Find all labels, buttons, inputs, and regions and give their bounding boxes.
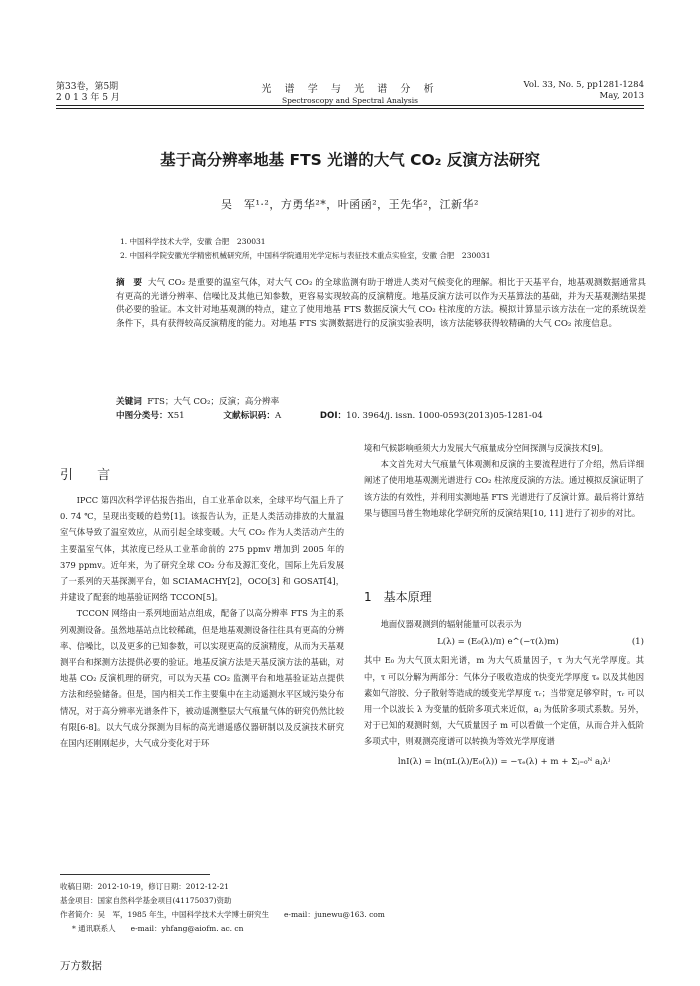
classification-line <box>116 410 646 423</box>
doi-value: 10. 3964/j. issn. 1000-0593(2013)05-1281-04 <box>346 411 543 421</box>
abstract <box>116 277 646 331</box>
intro-paragraph-3: 本文首先对大气痕量气体观测和反演的主要流程进行了介绍，然后详细阐述了使用地基观测光谱进行 CO₂ 柱浓度反演的方法。通过模拟反演证明了该方法的有效性，并利用实测地基 FTS 光谱进行了反演计算。最后将计算结果与德国马普生物地球化学研究所的反演结果[10, 11] 进行了初步的对比。 <box>364 459 644 518</box>
intro-heading: 引 言 <box>60 468 121 483</box>
footnote-author: 作者简介：吴 军，1985 年生，中国科学技术大学博士研究生 e-mail：junewu@163. com <box>60 910 385 919</box>
keywords <box>116 396 646 409</box>
abstract-text: 大气 CO₂ 是重要的温室气体，对大气 CO₂ 的全球监测有助于增进人类对气候变化的理解。相比于天基平台，地基观测数据通常具有更高的光谱分辨率、信噪比及其他已知参数，更容易实现较高的反演精度。地基反演方法可以作为天基算法的基础，并为天基观测结果提供必要的验证。本文针对地基观测的特点，建立了使用地基 FTS 数据反演大气 CO₂ 柱浓度的方法。模拟计算显示该方法在一定的系统误差条件下，具有获得较高反演精度的能力。对地基 FTS 实测数据进行的反演实验表明，该方法能够获得较精确的大气 CO₂ 浓度信息。 <box>116 278 646 329</box>
intro-body <box>60 492 344 751</box>
author-list: 吴 军¹·²，方勇华²*，叶函函²，王先华²，江新华² <box>221 198 479 211</box>
right-column-top <box>364 440 644 521</box>
header-rule-thin <box>56 108 644 109</box>
paper-title: 基于高分辨率地基 FTS 光谱的大气 CO₂ 反演方法研究 <box>160 151 540 169</box>
intro-paragraph-2: TCCON 网络由一系列地面站点组成，配备了以高分辨率 FTS 为主的系列观测设备。虽然地基站点比较稀疏，但是地基观测设备往往具有更高的分辨率、信噪比，以及更多的已知参数，可以实现更高的反演精度，从而为天基观测平台和探测方法提供必要的验证。地基反演方法是天基反演方法的基础，对地基 CO₂ 反演机理的研究，可以为天基 CO₂ 监测平台和地基验证站点提供方法和经验储备。但是，国内相关工作主要集中在主动遥测水平区域污染分布情况，对于高分辨率光谱条件下，被动遥测整层大气痕量气体的研究仍然比较有限[6-8]。以大气成分探测为目标的高光谱遥感仪器研制以及反演技术研究在国内还刚刚起步，大气成分变化对于环 <box>60 608 344 749</box>
section-1-body <box>364 616 644 770</box>
section-1-intro: 地面仪器观测到的辐射能量可以表示为 <box>380 619 522 629</box>
doi-label: DOI： <box>319 411 347 421</box>
affiliation-1: 1. 中国科学技术大学，安徽 合肥 230031 <box>120 237 266 246</box>
header-volume-info <box>524 80 644 102</box>
section-1-paragraph: 其中 E₀ 为大气顶太阳光谱，m 为大气质量因子，τ 为大气光学厚度。其中，τ 可以分解为两部分：气体分子吸收造成的快变光学厚度 τₑ 以及其他因素如气溶胶、分子散射等造成的缓变光学厚度 τᵣ；当带宽足够窄时，τᵣ 可以用一个以波长 λ 为变量的低阶多项式来近似，aⱼ 为低阶多项式系数。另外，对于已知的观测时刻，大气质量因子 m 可以看做一个定值，从而合并入低阶多项式中，则观测亮度谱可以转换为等效光学厚度谱 <box>364 655 644 747</box>
equation-1: L(λ) = (E₀(λ)/π) e^(−τ(λ)m) <box>437 637 559 648</box>
header-rule <box>56 105 644 106</box>
intro-paragraph-1: IPCC 第四次科学评估报告指出，自工业革命以来，全球平均气温上升了 0. 74 ℃，呈现出变暖的趋势[1]。该报告认为，正是人类活动排放的大量温室气体导致了温室效应，从而引起全球变暖。大气 CO₂ 作为人类活动产生的主要温室气体，其浓度已经从工业革命前的 275 ppmv 增加到 2005 年的 379 ppmv。近年来，为了研究全球 CO₂ 分布及源汇变化，国际上先后发展了一系列的天基探测平台，如 SCIAMACHY[2]，OCO[3] 和 GOSAT[4]，并建设了配套的地基验证网络 TCCON[5]。 <box>60 495 344 603</box>
footnote-received: 收稿日期：2012-10-19，修订日期：2012-12-21 <box>60 882 229 891</box>
section-1-heading: 1 基本原理 <box>364 590 432 604</box>
journal-name-cn: 光 谱 学 与 光 谱 分 析 <box>261 84 439 95</box>
keywords-label: 关键词 <box>116 397 142 407</box>
clc-value: X51 <box>167 411 185 421</box>
keywords-text: FTS；大气 CO₂；反演；高分辨率 <box>147 397 280 407</box>
affiliation-2: 2. 中国科学院安徽光学精密机械研究所，中国科学院通用光学定标与表征技术重点实验室，安徽 合肥 230031 <box>120 251 491 260</box>
footnote-rule <box>60 874 210 875</box>
footnote-funding: 基金项目：国家自然科学基金项目(41175037)资助 <box>60 896 232 905</box>
intro-continuation: 境和气候影响亟须大力发展大气痕量成分空间探测与反演技术[9]。 <box>364 443 609 453</box>
clc-label: 中图分类号： <box>116 411 168 421</box>
volume-cn: 第33卷，第5期 <box>56 82 119 92</box>
database-watermark: 万方数据 <box>60 960 102 972</box>
volume-en: Vol. 33, No. 5, pp1281-1284 <box>523 80 644 90</box>
doc-code-value: A <box>274 411 282 421</box>
abstract-label: 摘 要 <box>116 278 143 288</box>
equation-2: lnI(λ) = ln(πL(λ)/E₀(λ)) = −τₑ(λ) + m + Σⱼ₌₀ᴺ aⱼλʲ <box>397 756 611 767</box>
equation-1-number: (1) <box>631 637 644 648</box>
footnote-corresponding: * 通讯联系人 e-mail：yhfang@aiofm. ac. cn <box>72 924 244 933</box>
journal-name-en: Spectroscopy and Spectral Analysis <box>281 96 419 105</box>
date-en: May, 2013 <box>599 91 644 101</box>
date-cn: 2 0 1 3 年 5 月 <box>56 93 120 103</box>
equation-1-row <box>364 634 644 650</box>
doc-code-label: 文献标识码： <box>223 411 275 421</box>
